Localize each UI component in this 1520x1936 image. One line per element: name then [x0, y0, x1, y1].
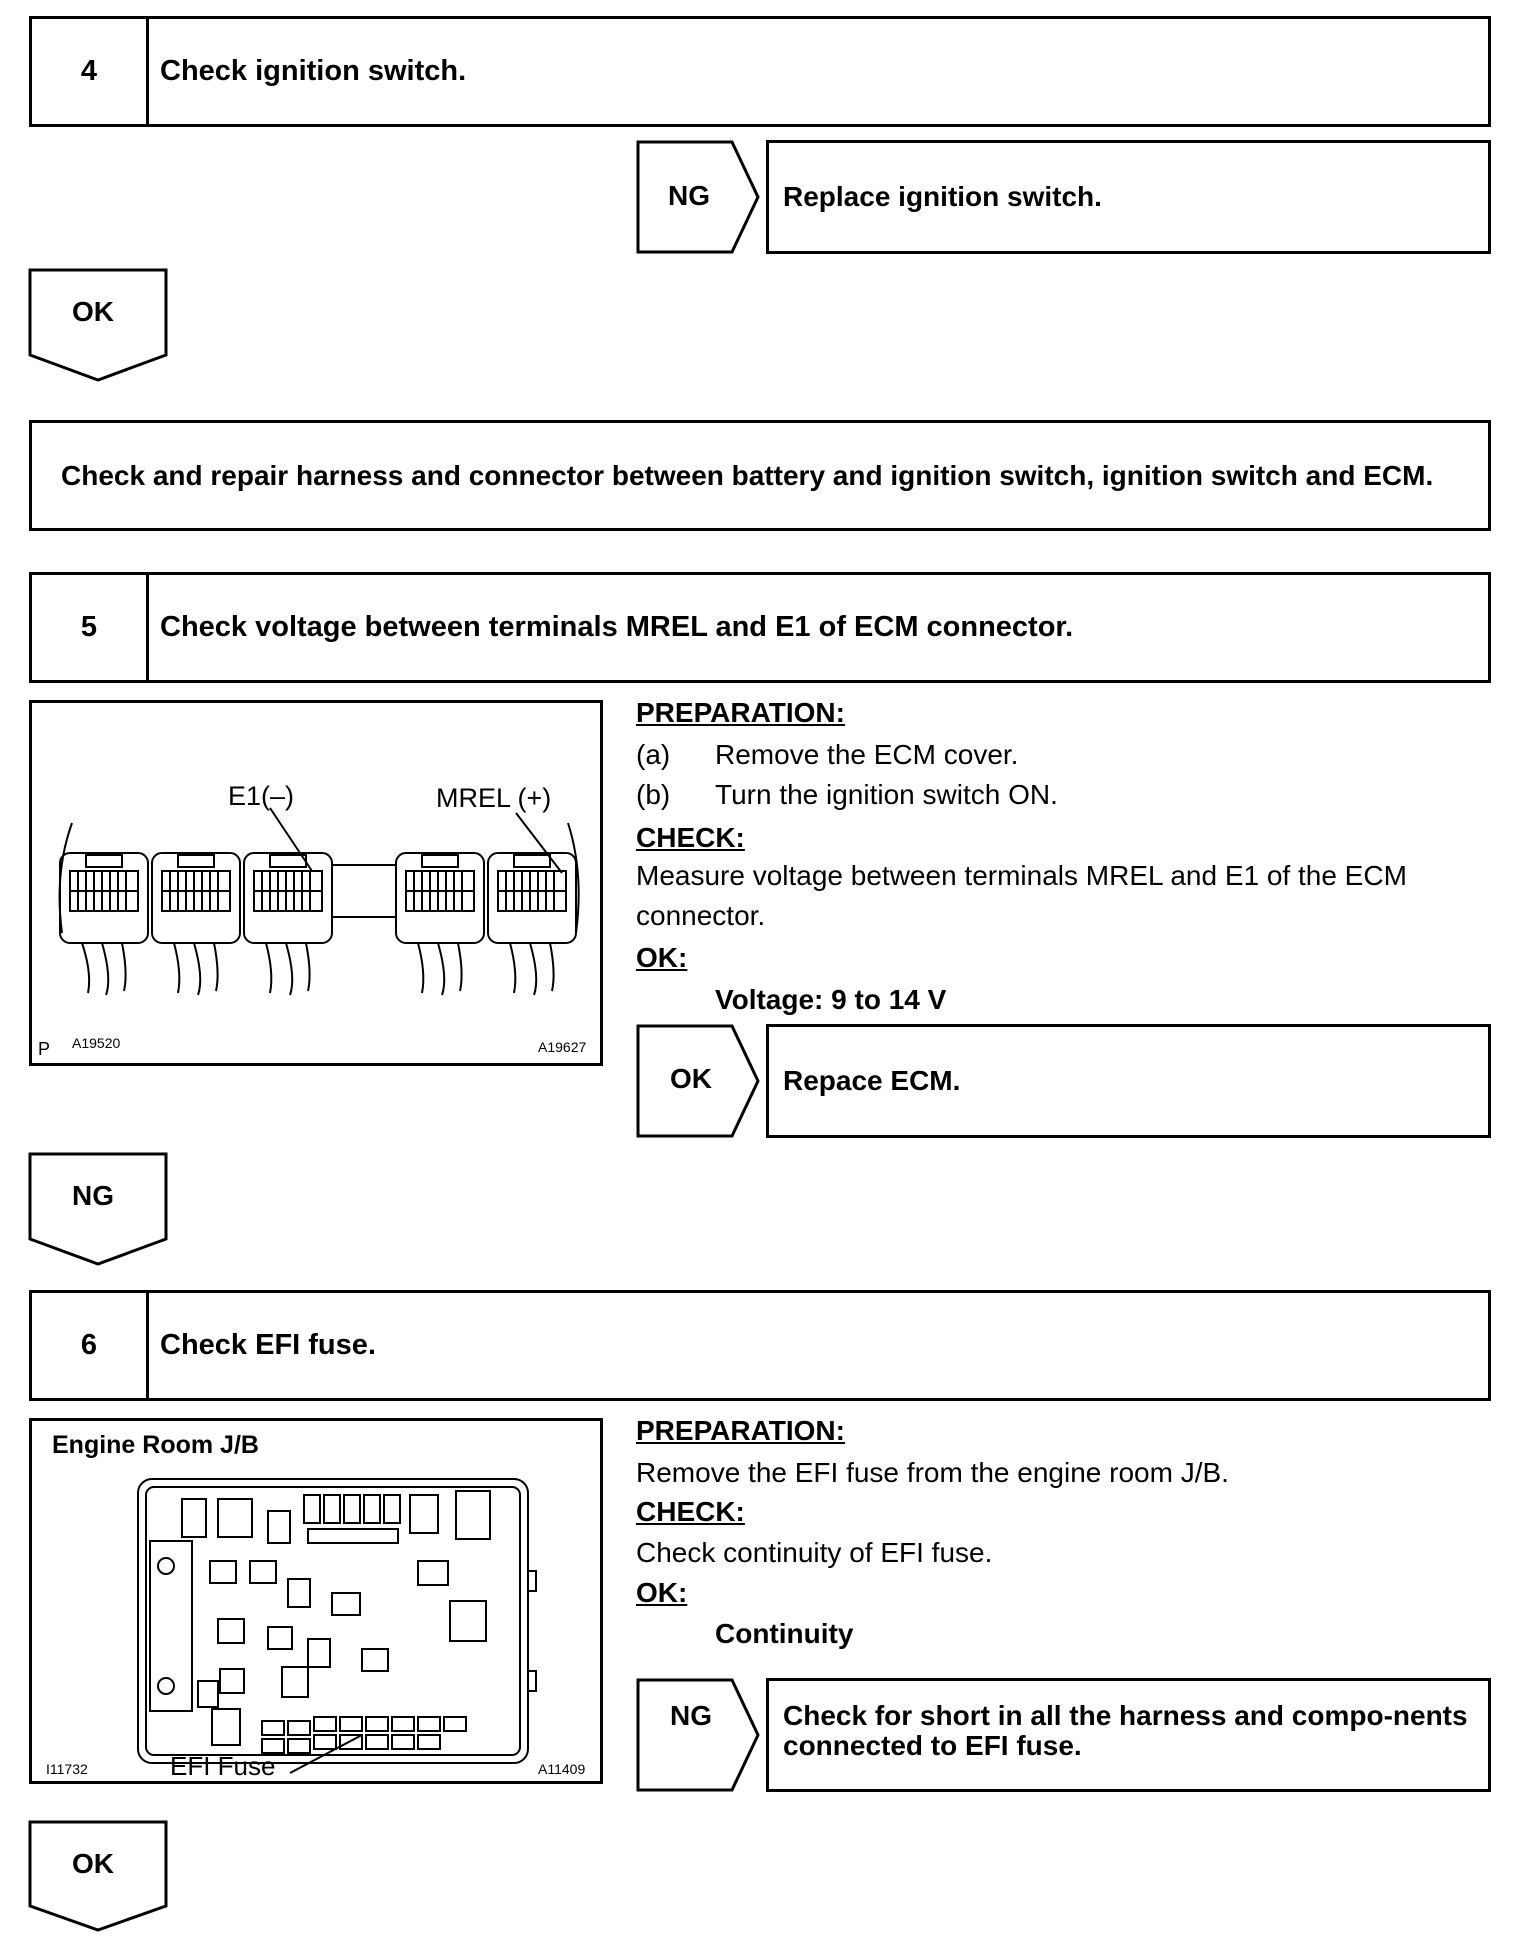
step-6-check-text: Check continuity of EFI fuse. — [636, 1537, 993, 1568]
ecm-connector-figure — [29, 700, 603, 1066]
step-6-ng-arrow — [636, 1678, 762, 1792]
step-5-ok-label: OK — [670, 1063, 712, 1094]
step-6-ok-label: OK — [72, 1848, 114, 1879]
step-6-ng-label: NG — [670, 1700, 712, 1731]
step-6-number: 6 — [32, 1293, 149, 1398]
step-5-prep-b-mark: (b) — [636, 779, 671, 810]
ecm-connector-drawing — [32, 703, 600, 1063]
step-4-title: Check ignition switch. — [160, 55, 467, 87]
junction-block-drawing — [32, 1421, 600, 1781]
repair-text: Check and repair harness and connector between battery and ignition switch, ignition switch and ECM. — [61, 459, 1434, 491]
step-5-prep-b-text: Turn the ignition switch ON. — [715, 779, 1058, 810]
step-5-preparation-heading: PREPARATION: — [636, 697, 845, 728]
step-6-title: Check EFI fuse. — [160, 1329, 376, 1361]
step-4-ng-label: NG — [668, 180, 710, 211]
step-6-ok-heading: OK: — [636, 1577, 688, 1608]
efi-fuse-label: EFI Fuse — [170, 1751, 276, 1781]
junction-block-title: Engine Room J/B — [52, 1431, 259, 1459]
step-5-ok-text: Repace ECM. — [783, 1065, 961, 1096]
figure-code-right: A19627 — [538, 1039, 587, 1055]
figure-code-right-2: A11409 — [538, 1761, 586, 1777]
step-4-ok-label: OK — [72, 296, 114, 327]
step-5-prep-a-mark: (a) — [636, 739, 671, 770]
step-5-ok-value: Voltage: 9 to 14 V — [715, 984, 947, 1015]
step-6-preparation-heading: PREPARATION: — [636, 1415, 845, 1446]
step-4-ng-result — [766, 140, 1491, 254]
step-5-prep-a-text: Remove the ECM cover. — [715, 739, 1019, 770]
step-6-ng-result — [766, 1678, 1491, 1792]
step-5-check-text: Measure voltage between terminals MREL and E1 of the ECM connector. — [636, 860, 1407, 931]
figure-code-left: A19520 — [72, 1035, 121, 1051]
figure-corner-p: P — [38, 1039, 51, 1059]
step-4-header — [29, 16, 1491, 127]
repair-box — [29, 420, 1491, 531]
step-5-check-heading: CHECK: — [636, 822, 745, 853]
step-4-number: 4 — [32, 19, 149, 124]
step-6-header — [29, 1290, 1491, 1401]
step-6-ng-text: Check for short in all the harness and compo-nents connected to EFI fuse. — [783, 1700, 1468, 1761]
step-5-title: Check voltage between terminals MREL and E1 of ECM connector. — [160, 611, 1074, 643]
step-5-number: 5 — [32, 575, 149, 680]
step-6-prep-text: Remove the EFI fuse from the engine room J/B. — [636, 1457, 1229, 1488]
step-5-header — [29, 572, 1491, 683]
step-5-ok-result — [766, 1024, 1491, 1138]
step-6-check-heading: CHECK: — [636, 1496, 745, 1527]
junction-block-figure — [29, 1418, 603, 1784]
mrel-label: MREL (+) — [436, 783, 552, 813]
figure-code-left-2: I11732 — [46, 1761, 88, 1777]
step-4-ng-text: Replace ignition switch. — [783, 181, 1102, 212]
step-6-ok-value: Continuity — [715, 1618, 854, 1649]
e1-label: E1(–) — [228, 781, 295, 811]
step-5-ng-label: NG — [72, 1180, 114, 1211]
step-5-ok-heading: OK: — [636, 942, 688, 973]
